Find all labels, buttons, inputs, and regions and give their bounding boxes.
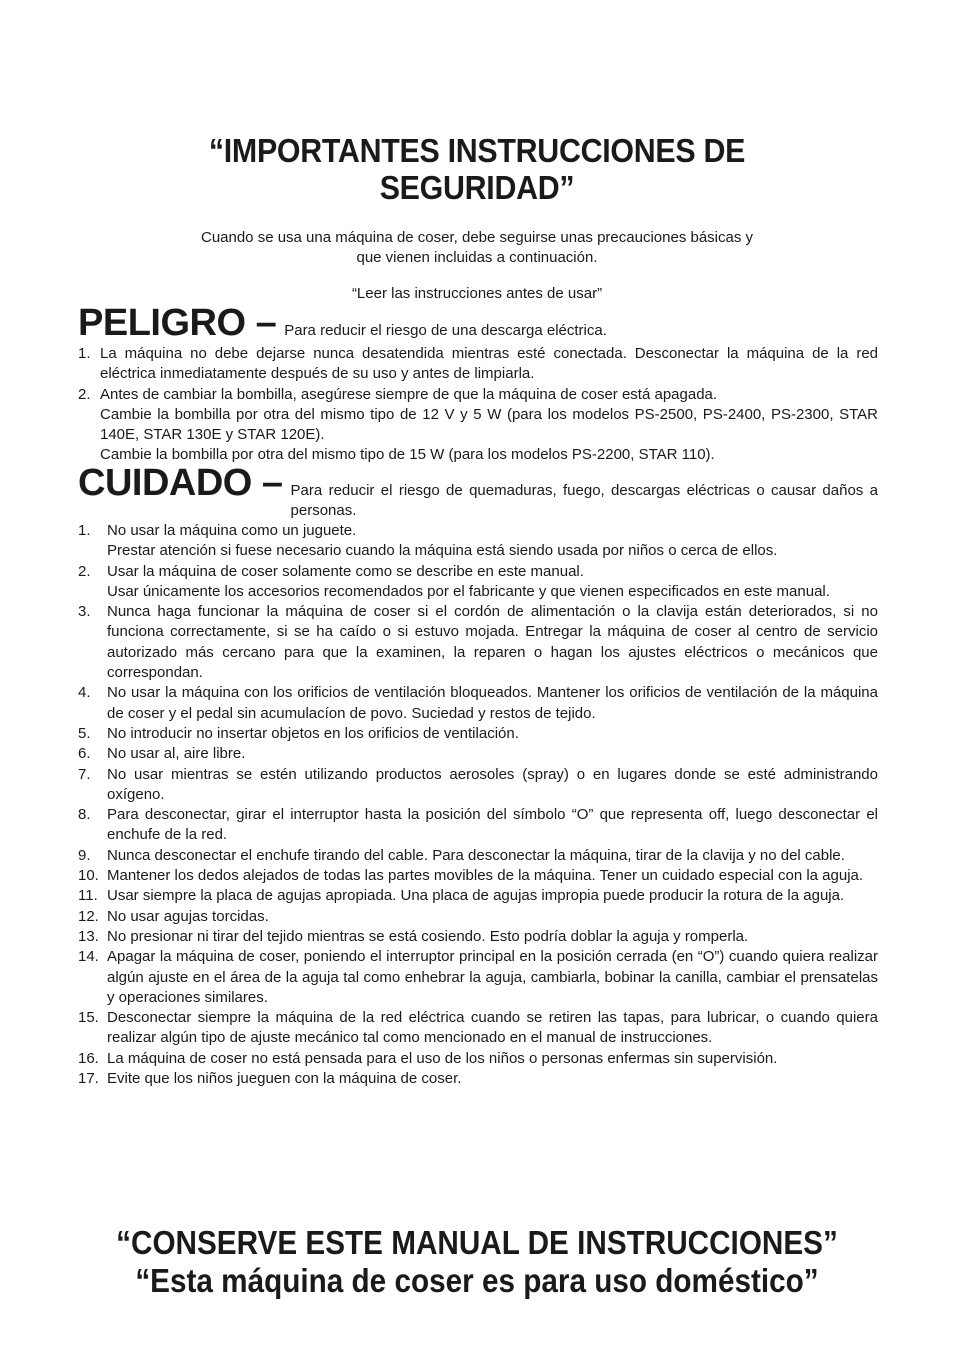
caution-item-line: Mantener los dedos alejados de todas las partes movibles de la máquina. Tener un cuidado especial con la aguja. <box>107 867 864 885</box>
caution-item-line: Usar siempre la placa de agujas apropiada. Una placa de agujas impropia puede producir la rotura de la aguja. <box>107 887 845 905</box>
caution-item <box>78 765 878 806</box>
danger-note: Para reducir el riesgo de una descarga eléctrica. <box>284 322 607 339</box>
danger-item-text <box>100 344 878 385</box>
caution-item-line: Evite que los niños jueguen con la máquina de coser. <box>107 1070 462 1088</box>
title-line-2: SEGURIDAD” <box>379 169 575 206</box>
caution-item-text <box>107 1008 878 1049</box>
intro-line-1: Cuando se usa una máquina de coser, debe seguirse unas precauciones básicas y <box>200 229 754 246</box>
caution-item-number: 8. <box>78 806 91 824</box>
caution-item-line: No usar agujas torcidas. <box>107 907 269 925</box>
danger-item-line: Antes de cambiar la bombilla, asegúrese siempre de que la máquina de coser está apagada. <box>100 385 718 403</box>
caution-item-text <box>107 846 878 866</box>
caution-item-line: Desconectar siempre la máquina de la red eléctrica cuando se retiren las tapas, para lubricar, o cuando quiera realizar algún tipo de ajuste mecánico tal como mencionado en el manual de instrucciones. <box>107 1009 878 1047</box>
caution-item-number: 13. <box>78 927 99 945</box>
title-line-1: “IMPORTANTES INSTRUCCIONES DE <box>208 132 746 169</box>
caution-item-text <box>107 886 878 906</box>
caution-item <box>78 724 878 744</box>
caution-item-text <box>107 562 878 603</box>
caution-item-line: Apagar la máquina de coser, poniendo el interruptor principal en la posición cerrada (en “O”) cuando quiera realizar algún ajuste en el área de la aguja tal como enhebrar la aguja, cambiarla, bobinar la canilla, cambiar el prensatelas y operaciones similares. <box>107 948 878 1006</box>
danger-section <box>78 302 878 466</box>
caution-heading: CUIDADO – <box>78 462 283 504</box>
caution-item-text <box>107 602 878 683</box>
caution-list <box>78 521 878 1089</box>
caution-item <box>78 602 878 683</box>
caution-item-number: 6. <box>78 745 91 763</box>
caution-item <box>78 866 878 886</box>
danger-heading-row <box>78 302 878 344</box>
caution-item-line: No usar la máquina como un juguete. <box>107 522 357 539</box>
caution-item-line: No usar la máquina con los orificios de ventilación bloqueados. Mantener los orificios de ventilación de la máquina de coser y el pedal sin acumulacíon de povo. Suciedad y restos de tejido. <box>107 684 878 722</box>
caution-item-number: 14. <box>78 948 99 966</box>
caution-item <box>78 907 878 927</box>
caution-item-text <box>107 947 878 1008</box>
caution-item-text <box>107 805 878 846</box>
caution-item-number: 16. <box>78 1049 99 1067</box>
caution-item <box>78 683 878 724</box>
caution-item <box>78 1069 878 1089</box>
caution-item <box>78 521 878 562</box>
caution-item <box>78 805 878 846</box>
caution-item <box>78 744 878 764</box>
danger-item-line: Cambie la bombilla por otra del mismo tipo de 12 V y 5 W (para los modelos PS-2500, PS-2400, PS-2300, STAR 140E, STAR 130E y STAR 120E). <box>100 405 878 444</box>
caution-item-number: 1. <box>78 522 91 539</box>
danger-item <box>78 344 878 385</box>
caution-item-number: 7. <box>78 765 91 783</box>
footer-line-2: “Esta máquina de coser es para uso doméstico” <box>135 1262 819 1299</box>
caution-item <box>78 1049 878 1069</box>
footer-notice <box>102 1224 853 1300</box>
caution-item-text <box>107 927 878 947</box>
caution-item-line: No usar al, aire libre. <box>107 745 246 763</box>
caution-item-text <box>107 765 878 806</box>
caution-item-number: 11. <box>78 887 98 905</box>
caution-item-text <box>107 907 878 927</box>
caution-item-line: Usar la máquina de coser solamente como se describe en este manual. <box>107 562 584 580</box>
danger-item-number: 1. <box>78 345 91 362</box>
caution-item-text <box>107 1049 878 1069</box>
caution-item <box>78 1008 878 1049</box>
caution-item-number: 12. <box>78 907 99 925</box>
danger-item-text <box>100 385 878 466</box>
caution-item-line: Nunca haga funcionar la máquina de coser si el cordón de alimentación o la clavija están deteriorados, si no funciona correctamente, si se ha caído o si estuvo mojada. Entregar la máquina de coser al centro de servicio autorizado más cercano para que la examinen, la reparen o hagan los ajustes eléctricos o mecánicos que correspondan. <box>107 603 878 682</box>
caution-item-line: Usar únicamente los accesorios recomendados por el fabricante y que vienen especificados en este manual. <box>107 582 830 600</box>
caution-item-text <box>107 521 878 562</box>
danger-item-line: La máquina no debe dejarse nunca desatendida mientras esté conectada. Desconectar la máquina de la red eléctrica inmediatamente después de su uso y antes de limpiarla. <box>100 345 878 383</box>
caution-section <box>78 462 878 1089</box>
caution-item-line: Prestar atención si fuese necesario cuando la máquina está siendo usada por niños o cerca de ellos. <box>107 542 778 560</box>
danger-heading: PELIGRO – <box>78 302 277 344</box>
caution-note: Para reducir el riesgo de quemaduras, fuego, descargas eléctricas o causar daños a personas. <box>290 482 878 519</box>
caution-item-number: 10. <box>78 867 99 885</box>
caution-item-text <box>107 866 878 886</box>
danger-item <box>78 385 878 466</box>
caution-item-number: 5. <box>78 724 91 742</box>
danger-item-number: 2. <box>78 385 91 403</box>
read-instructions-note: “Leer las instrucciones antes de usar” <box>351 285 603 302</box>
caution-item-number: 2. <box>78 562 91 580</box>
caution-item-number: 15. <box>78 1009 99 1027</box>
caution-item <box>78 562 878 603</box>
caution-item-number: 9. <box>78 846 91 864</box>
caution-item-text <box>107 744 878 764</box>
intro-paragraph <box>150 228 804 268</box>
caution-item-line: No presionar ni tirar del tejido mientras se está cosiendo. Esto podría doblar la aguja y romperla. <box>107 927 749 945</box>
caution-item-number: 4. <box>78 684 91 702</box>
caution-item-text <box>107 724 878 744</box>
danger-list <box>78 344 878 466</box>
caution-item <box>78 846 878 866</box>
caution-item <box>78 947 878 1008</box>
caution-item-number: 3. <box>78 603 91 621</box>
caution-item-line: Nunca desconectar el enchufe tirando del cable. Para desconectar la máquina, tirar de la clavija y no del cable. <box>107 846 845 864</box>
caution-item-line: No usar mientras se estén utilizando productos aerosoles (spray) o en lugares donde se esté administrando oxígeno. <box>107 765 878 803</box>
caution-item <box>78 927 878 947</box>
intro-line-2: que vienen incluidas a continuación. <box>356 249 598 266</box>
caution-item-text <box>107 1069 878 1089</box>
footer-line-1: “CONSERVE ESTE MANUAL DE INSTRUCCIONES” <box>116 1224 838 1261</box>
danger-item-line: Cambie la bombilla por otra del mismo tipo de 15 W (para los modelos PS-2200, STAR 110). <box>100 446 715 464</box>
caution-item-line: Para desconectar, girar el interruptor hasta la posición del símbolo “O” que representa off, luego desconectar el enchufe de la red. <box>107 806 878 844</box>
caution-item-line: No introducir no insertar objetos en los orificios de ventilación. <box>107 724 519 742</box>
caution-item <box>78 886 878 906</box>
page-title <box>130 132 824 206</box>
caution-item-number: 17. <box>78 1070 99 1088</box>
caution-item-line: La máquina de coser no está pensada para el uso de los niños o personas enfermas sin supervisión. <box>107 1049 778 1067</box>
caution-heading-row <box>78 462 878 521</box>
caution-item-text <box>107 683 878 724</box>
